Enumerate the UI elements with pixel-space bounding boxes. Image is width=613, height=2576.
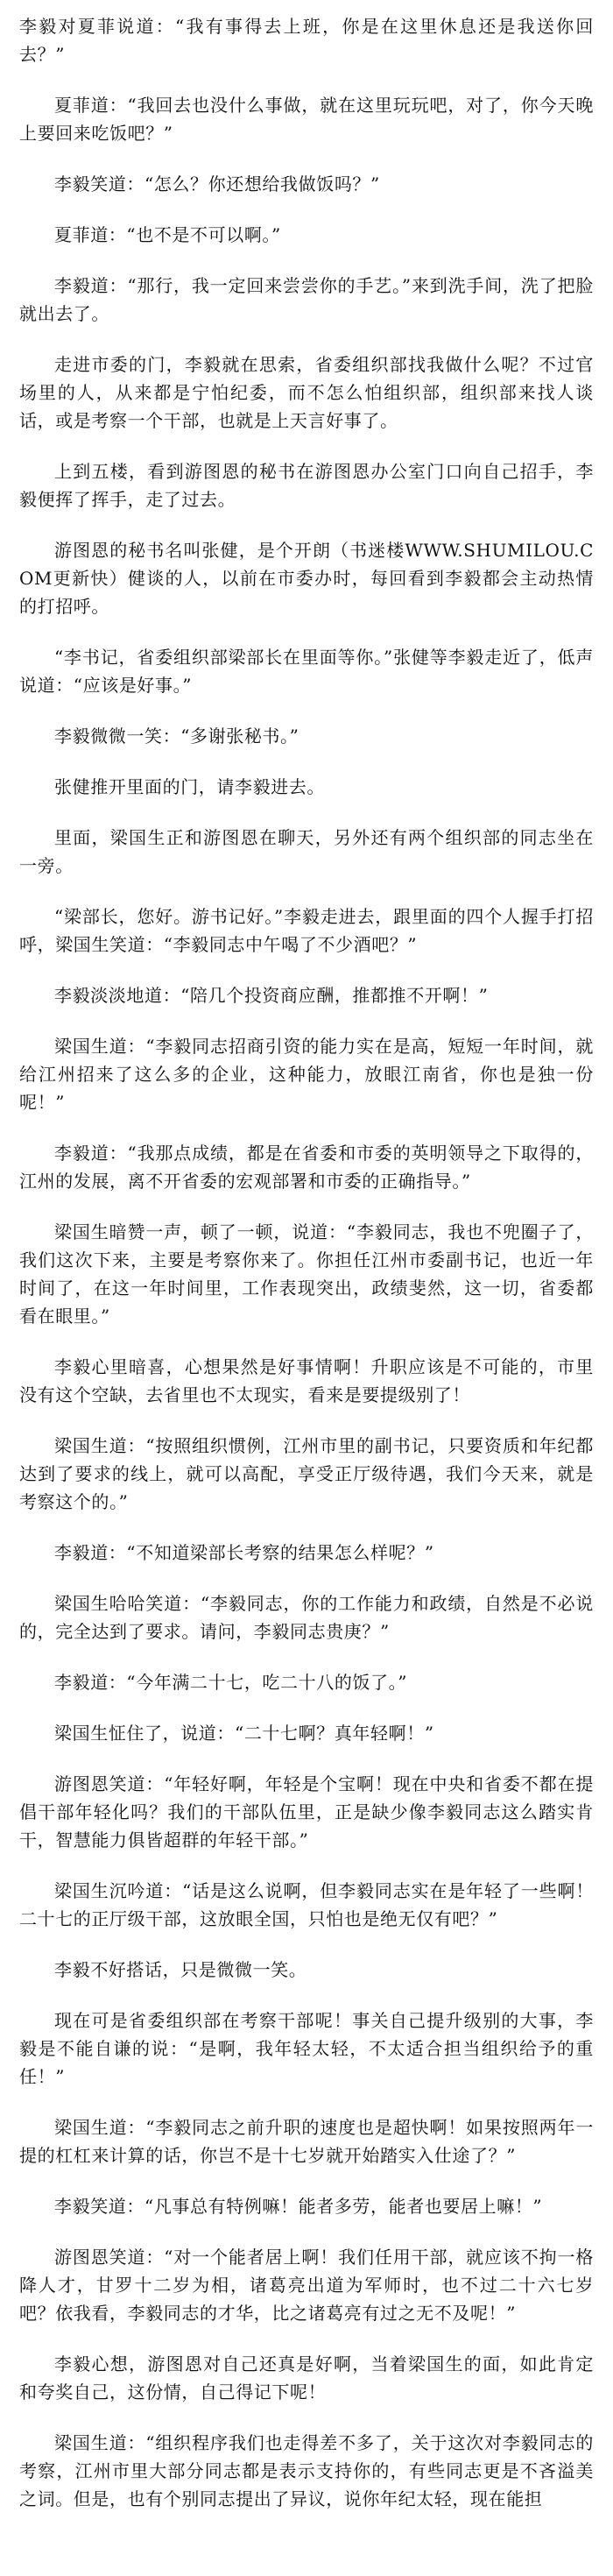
paragraph: “梁部长，您好。游书记好。”李毅走进去，跟里面的四个人握手打招呼，梁国生笑道：“李毅同志中午喝了不少酒吧？”	[19, 906, 594, 955]
paragraph: 李毅道：“不知道梁部长考察的结果怎么样呢？”	[54, 1542, 434, 1563]
paragraph: 李毅笑道：“怎么？你还想给我做饭吗？”	[54, 173, 380, 195]
paragraph: 现在可是省委组织部在考察干部呢！事关自己提升级别的大事，李毅是不能自谦的说：“是啊，我年轻太轻，不太适合担当组织给予的重任！”	[19, 2010, 594, 2087]
paragraph: 李毅对夏菲说道：“我有事得去上班，你是在这里休息还是我送你回去？”	[19, 16, 594, 65]
paragraph: 里面，梁国生正和游图恩在聊天，另外还有两个组织部的同志坐在一旁。	[19, 827, 594, 876]
paragraph: 李毅心里暗喜，心想果然是好事情啊！升职应该是不可能的，市里没有这个空缺，去省里也不太现实，看来是要提级别了！	[19, 1356, 594, 1405]
paragraph: 李毅道：“那行，我一定回来尝尝你的手艺。”来到洗手间，洗了把脸就出去了。	[19, 275, 594, 324]
paragraph: 张健推开里面的门，请李毅进去。	[54, 776, 325, 797]
paragraph: 走进市委的门，李毅就在思索，省委组织部找我做什么呢？不过官场里的人，从来都是宁怕纪委，而不怎么怕组织部，组织部来找人谈话，或是考察一个干部，也就是上天言好事了。	[19, 354, 594, 431]
paragraph: 上到五楼，看到游图恩的秘书在游图恩办公室门口向自己招手，李毅便挥了挥手，走了过去。	[19, 461, 594, 510]
paragraph: 游图恩笑道：“对一个能者居上啊！我们任用干部，就应该不拘一格降人才，甘罗十二岁为相，诸葛亮出道为军师时，也不过二十六七岁吧？依我看，李毅同志的才华，比之诸葛亮有过之无不及呢！”	[19, 2247, 594, 2324]
paragraph: 游图恩笑道：“年轻好啊，年轻是个宝啊！现在中央和省委不都在提倡干部年轻化吗？我们的干部队伍里，正是缺少像李毅同志这么踏实肯干，智慧能力俱皆超群的年轻干部。”	[19, 1773, 594, 1851]
paragraph: “李书记，省委组织部梁部长在里面等你。”张健等李毅走近了，低声说道：“应该是好事。”	[19, 647, 594, 696]
paragraph: 梁国生道：“李毅同志之前升职的速度也是超快啊！如果按照两年一提的杠杠来计算的话，你岂不是十七岁就开始踏实入仕途了？”	[19, 2117, 594, 2166]
paragraph: 夏菲道：“我回去也没什么事做，就在这里玩玩吧，对了，你今天晚上要回来吃饭吧？”	[19, 95, 594, 144]
paragraph: 李毅道：“今年满二十七，吃二十八的饭了。”	[54, 1672, 408, 1693]
paragraph: 李毅淡淡地道：“陪几个投资商应酬，推都推不开啊！”	[54, 985, 489, 1006]
paragraph: 梁国生道：“李毅同志招商引资的能力实在是高，短短一年时间，就给江州招来了这么多的企业，这种能力，放眼江南省，你也是独一份呢！”	[19, 1036, 594, 1113]
paragraph: 游图恩的秘书名叫张健，是个开朗（书迷楼WWW.SHUMILOU.COM更新快）健谈的人，以前在市委办时，每回看到李毅都会主动热情的打招呼。	[19, 540, 594, 617]
paragraph: 梁国生道：“按照组织惯例，江州市里的副书记，只要资质和年纪都达到了要求的线上，就可以高配，享受正厅级待遇，我们今天来，就是考察这个的。”	[19, 1435, 594, 1512]
paragraph: 李毅微微一笑：“多谢张秘书。”	[54, 725, 299, 747]
paragraph: 梁国生道：“组织程序我们也走得差不多了，关于这次对李毅同志的考察，江州市里大部分同志都是表示支持你的，有些同志更是不吝溢美之词。但是，也有个别同志提出了异议，说你年纪太轻，现在能担	[19, 2432, 594, 2509]
paragraph: 李毅心想，游图恩对自己还真是好啊，当着梁国生的面，如此肯定和夸奖自己，这份情，自己得记下呢！	[19, 2353, 594, 2403]
paragraph: 夏菲道：“也不是不可以啊。”	[54, 224, 281, 245]
paragraph: 梁国生怔住了，说道：“二十七啊？真年轻啊！”	[54, 1723, 434, 1744]
paragraph: 梁国生暗赞一声，顿了一顿，说道：“李毅同志，我也不兜圈子了，我们这次下来，主要是考察你来了。你担任江州市委副书记，也近一年时间了，在这一年时间里，工作表现突出，政绩斐然，这一切，省委都看在眼里。”	[19, 1221, 594, 1327]
paragraph: 梁国生哈哈笑道：“李毅同志，你的工作能力和政绩，自然是不必说的，完全达到了要求。请问，李毅同志贵庚？”	[19, 1593, 594, 1642]
paragraph: 李毅不好搭话，只是微微一笑。	[54, 1959, 307, 1980]
paragraph: 李毅道：“我那点成绩，都是在省委和市委的英明领导之下取得的，江州的发展，离不开省委的宏观部署和市委的正确指导。”	[19, 1143, 594, 1192]
paragraph: 李毅笑道：“凡事总有特例嘛！能者多劳，能者也要居上嘛！”	[54, 2196, 543, 2217]
paragraph: 梁国生沉吟道：“话是这么说啊，但李毅同志实在是年轻了一些啊！二十七的正厅级干部，这放眼全国，只怕也是绝无仅有吧？”	[19, 1880, 594, 1929]
